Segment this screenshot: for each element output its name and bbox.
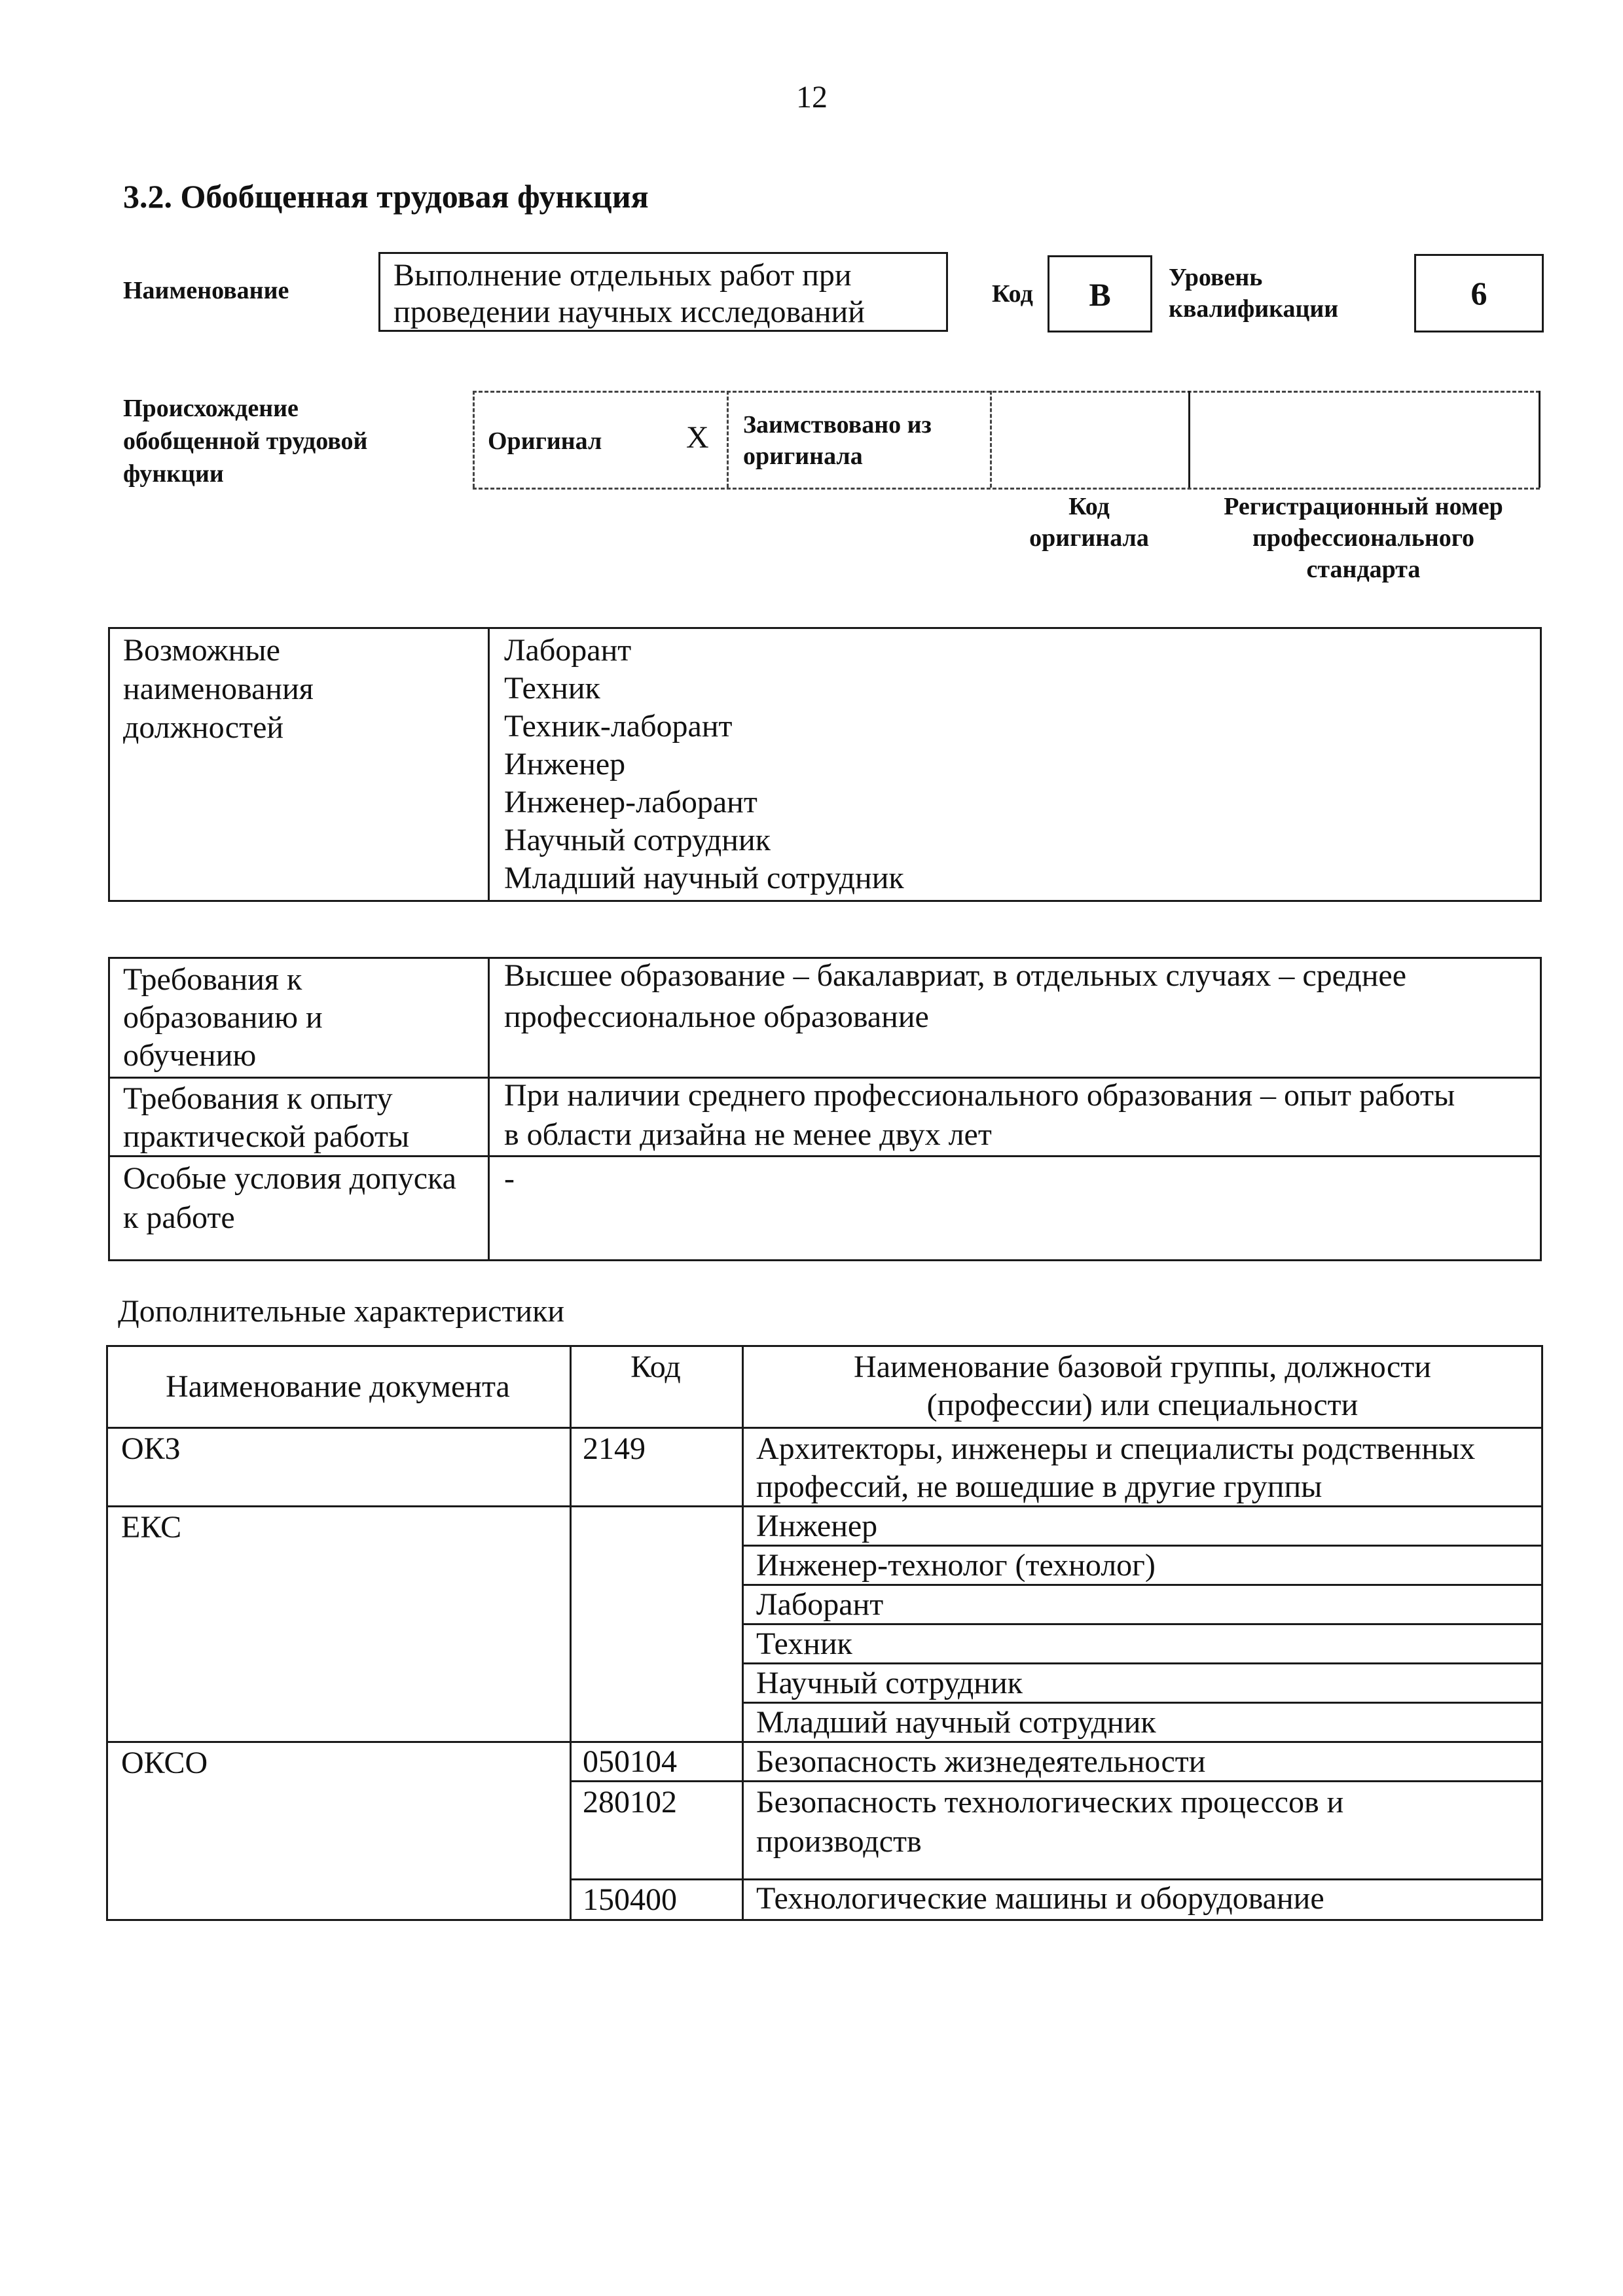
okso-name-line-2: производств bbox=[756, 1824, 922, 1859]
position-item: Техник-лаборант bbox=[504, 709, 733, 744]
page-number: 12 bbox=[796, 80, 828, 115]
okso-doc: ОКСО bbox=[121, 1746, 208, 1780]
education-label-line-3: обучению bbox=[123, 1038, 257, 1073]
origin-right-border bbox=[1539, 391, 1541, 488]
positions-label-line-1: Возможные bbox=[123, 633, 280, 668]
eks-item: Инженер bbox=[756, 1509, 878, 1543]
borrowed-label-line-2: оригинала bbox=[743, 442, 863, 470]
origin-label-line-1: Происхождение bbox=[123, 395, 299, 422]
experience-value-line-2: в области дизайна не менее двух лет bbox=[504, 1117, 992, 1152]
origin-bottom-border bbox=[473, 488, 1540, 490]
position-item: Инженер-лаборант bbox=[504, 785, 757, 819]
okso-name: Безопасность жизнедеятельности bbox=[756, 1744, 1206, 1779]
position-item: Техник bbox=[504, 671, 600, 706]
position-item: Инженер bbox=[504, 747, 626, 781]
positions-label-line-3: должностей bbox=[123, 710, 284, 745]
okso-name-line-1: Безопасность технологических процессов и bbox=[756, 1785, 1344, 1820]
okso-name: Технологические машины и оборудование bbox=[756, 1881, 1324, 1916]
additional-col-divider-1 bbox=[570, 1345, 572, 1921]
education-value-line-1: Высшее образование – бакалавриат, в отдельных случаях – среднее bbox=[504, 958, 1407, 993]
borrowed-label-line-1: Заимствовано из bbox=[743, 411, 932, 439]
origin-divider-3 bbox=[1188, 391, 1190, 488]
position-item: Научный сотрудник bbox=[504, 823, 771, 857]
code-label: Код bbox=[992, 280, 1033, 308]
original-label: Оригинал bbox=[488, 427, 602, 455]
col-name-header-line-1: Наименование базовой группы, должности bbox=[854, 1350, 1431, 1384]
name-line-2: проведении научных исследований bbox=[393, 295, 865, 329]
col-code-header: Код bbox=[630, 1350, 681, 1384]
caption-code-line-1: Код bbox=[1068, 493, 1110, 520]
positions-divider bbox=[488, 627, 490, 902]
eks-item: Научный сотрудник bbox=[756, 1666, 1023, 1700]
experience-label-line-1: Требования к опыту bbox=[123, 1081, 393, 1116]
okz-doc: ОКЗ bbox=[121, 1431, 181, 1466]
code-value: B bbox=[1089, 276, 1111, 313]
additional-title: Дополнительные характеристики bbox=[118, 1294, 565, 1329]
okso-code: 150400 bbox=[583, 1882, 677, 1917]
eks-item: Инженер-технолог (технолог) bbox=[756, 1548, 1156, 1583]
position-item: Лаборант bbox=[504, 633, 632, 668]
eks-item: Лаборант bbox=[756, 1587, 884, 1622]
experience-label-line-2: практической работы bbox=[123, 1119, 410, 1154]
col-name-header-line-2: (профессии) или специальности bbox=[926, 1388, 1359, 1422]
eks-item: Младший научный сотрудник bbox=[756, 1705, 1156, 1740]
education-value-line-2: профессиональное образование bbox=[504, 999, 929, 1034]
experience-value-line-1: При наличии среднего профессионального образования – опыт работы bbox=[504, 1078, 1455, 1113]
origin-label-line-3: функции bbox=[123, 460, 224, 488]
name-label: Наименование bbox=[123, 277, 289, 304]
okz-name-line-1: Архитекторы, инженеры и специалисты родственных bbox=[756, 1431, 1476, 1466]
level-box bbox=[1414, 254, 1544, 332]
col-doc-header: Наименование документа bbox=[166, 1369, 510, 1404]
origin-label-line-2: обобщенной трудовой bbox=[123, 427, 368, 455]
education-label-line-1: Требования к bbox=[123, 962, 302, 997]
caption-reg-line-1: Регистрационный номер bbox=[1224, 493, 1503, 520]
code-box bbox=[1048, 255, 1152, 332]
level-label-line-2: квалификации bbox=[1169, 295, 1339, 323]
special-label-line-2: к работе bbox=[123, 1200, 235, 1235]
okso-code: 280102 bbox=[583, 1785, 677, 1820]
eks-item: Техник bbox=[756, 1626, 852, 1661]
original-mark: X bbox=[686, 420, 709, 455]
positions-label-line-2: наименования bbox=[123, 672, 314, 706]
education-label-line-2: образованию и bbox=[123, 1000, 323, 1035]
positions-list bbox=[504, 632, 904, 897]
origin-divider-1 bbox=[727, 391, 729, 488]
caption-code-line-2: оригинала bbox=[1029, 524, 1149, 552]
special-value: - bbox=[504, 1161, 515, 1196]
name-box bbox=[378, 252, 948, 332]
requirements-divider bbox=[488, 957, 490, 1261]
special-label-line-1: Особые условия допуска bbox=[123, 1161, 456, 1196]
name-line-1: Выполнение отдельных работ при bbox=[393, 258, 852, 293]
position-item: Младший научный сотрудник bbox=[504, 861, 904, 895]
okz-code: 2149 bbox=[583, 1431, 646, 1466]
okz-name-line-2: профессий, не вошедшие в другие группы bbox=[756, 1469, 1322, 1504]
level-value: 6 bbox=[1470, 275, 1487, 312]
section-title: 3.2. Обобщенная трудовая функция bbox=[123, 178, 649, 215]
okso-code: 050104 bbox=[583, 1744, 677, 1779]
origin-divider-2 bbox=[990, 391, 992, 488]
eks-doc: ЕКС bbox=[121, 1510, 182, 1545]
additional-col-divider-2 bbox=[742, 1345, 744, 1921]
origin-left-border bbox=[473, 391, 475, 488]
caption-reg-line-2: профессионального bbox=[1252, 524, 1475, 552]
origin-top-border bbox=[473, 391, 1540, 393]
caption-reg-line-3: стандарта bbox=[1306, 556, 1421, 583]
additional-header-divider bbox=[106, 1427, 1543, 1429]
level-label-line-1: Уровень bbox=[1169, 264, 1263, 291]
